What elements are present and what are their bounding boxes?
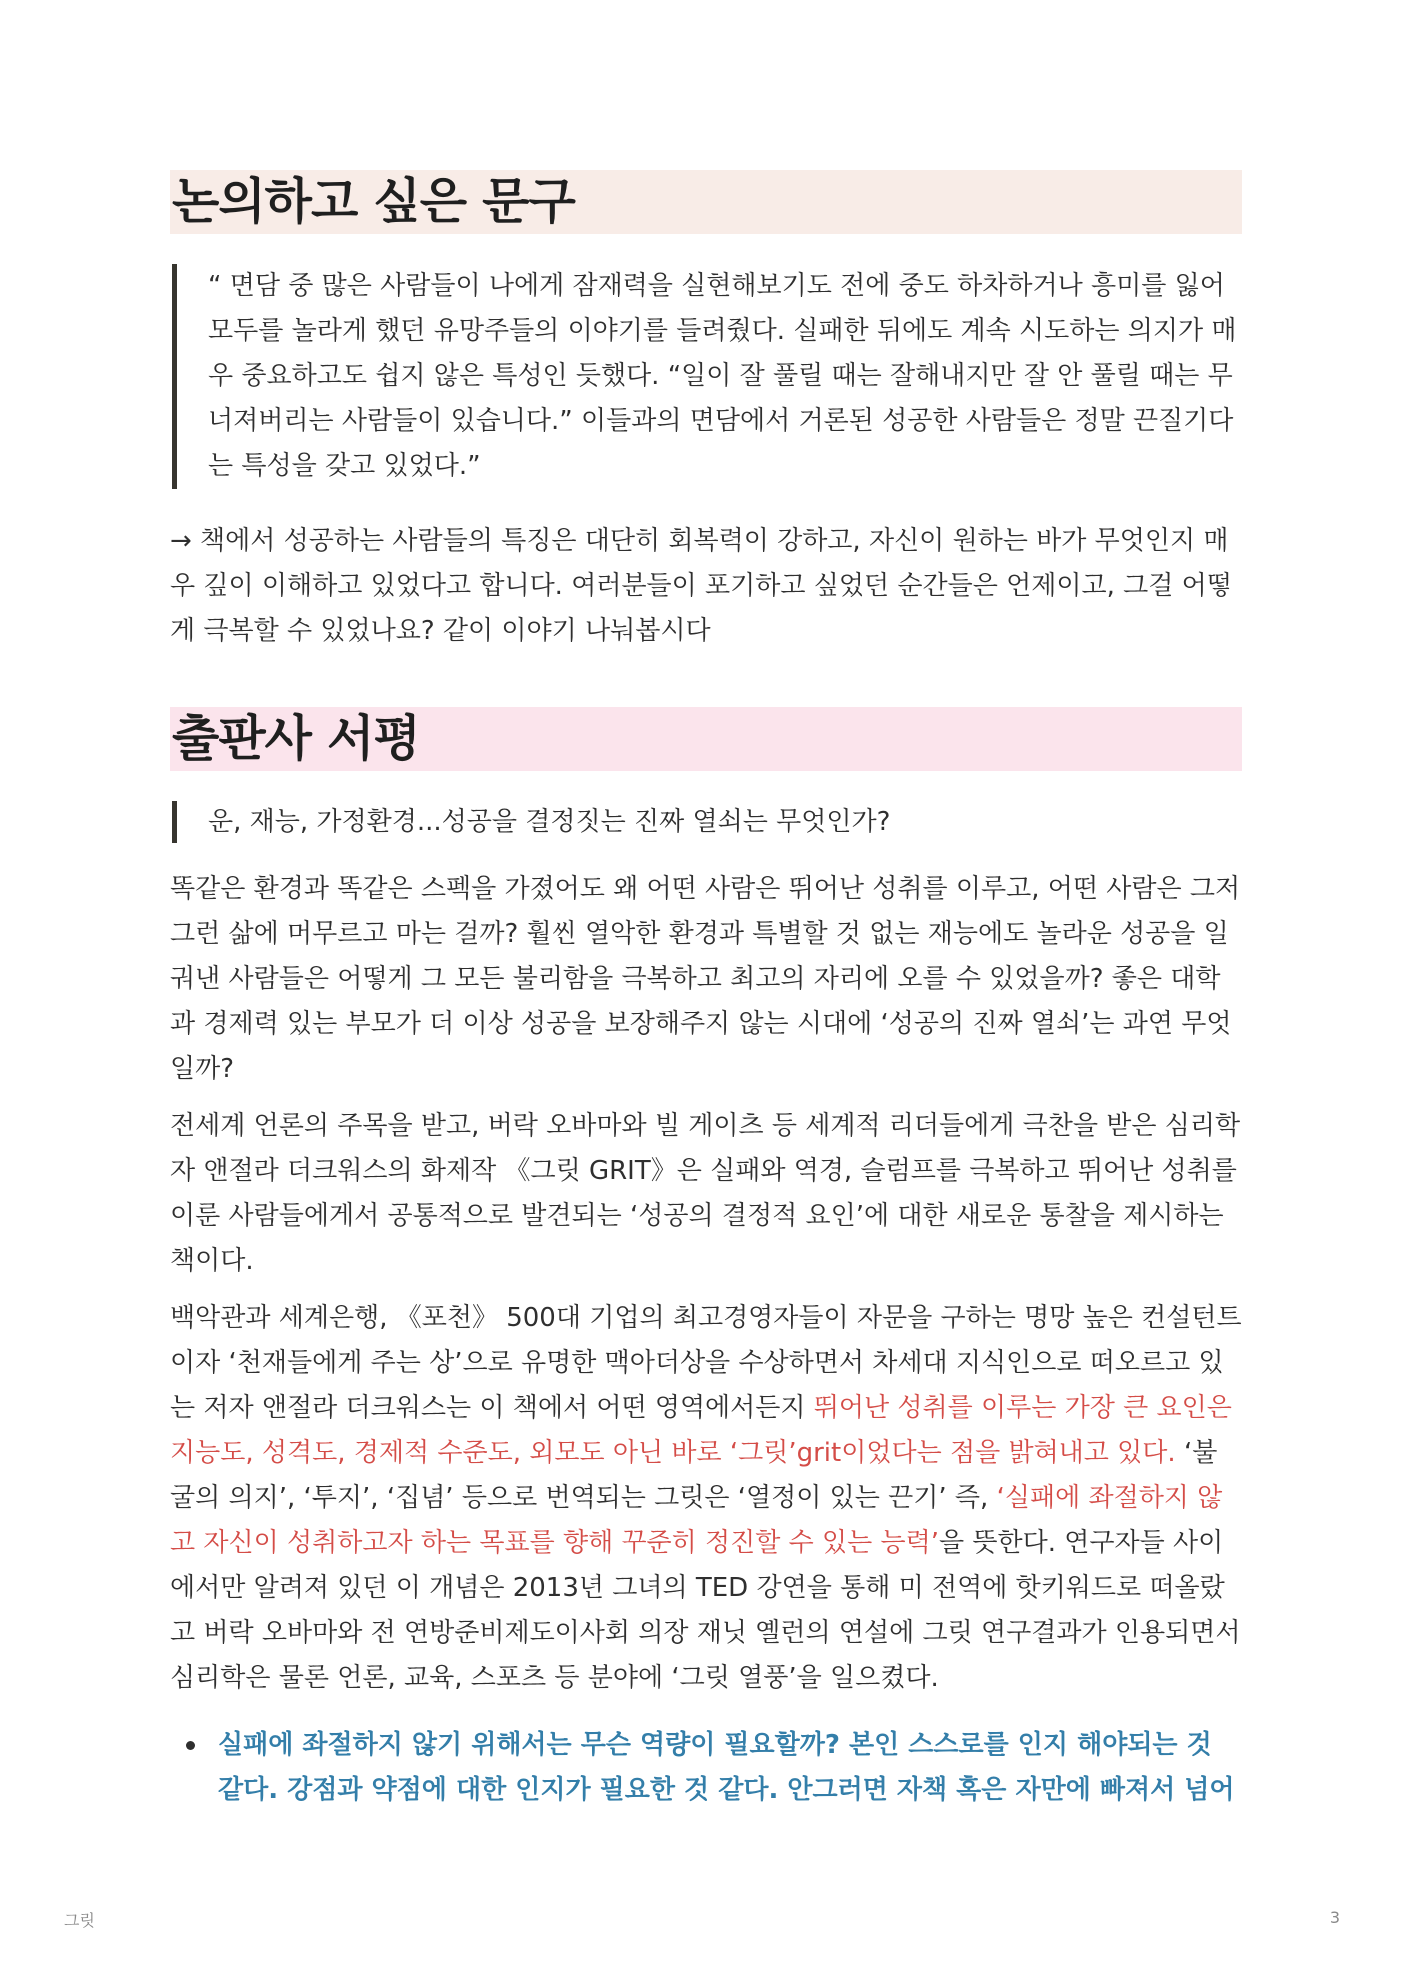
quote-text: “ 면담 중 많은 사람들이 나에게 잠재력을 실현해보기도 전에 중도 하차하거나 흥미를 잃어 모두를 놀라게 했던 유망주들의 이야기를 들려줬다. 실패한 뒤에도 계속 시도하는 의지가 매우 중요하고도 쉽지 않은 특성인 듯했다. “일이 잘 풀릴 때는 잘해내지만 잘 안 풀릴 때는 무너져버리는 사람들이 있습니다.” 이들과의 면담에서 거론된 성공한 사람들은 정말 끈질기다는 특성을 갖고 있었다.” bbox=[208, 271, 1237, 481]
bullet-list bbox=[170, 1723, 1242, 1813]
quote-block bbox=[172, 264, 1242, 489]
review-paragraph: 똑같은 환경과 똑같은 스펙을 가졌어도 왜 어떤 사람은 뛰어난 성취를 이루고, 어떤 사람은 그저 그런 삶에 머무르고 마는 걸까? 훨씬 열악한 환경과 특별할 것 없는 재능에도 놀라운 성공을 일궈낸 사람들은 어떻게 그 모든 불리함을 극복하고 최고의 자리에 오를 수 있었을까? 좋은 대학과 경제력 있는 부모가 더 이상 성공을 보장해주지 않는 시대에 ‘성공의 진짜 열쇠’는 과연 무엇일까? bbox=[170, 874, 1241, 1084]
text-span: 백악관과 세계은행, 《포천》 500대 기업의 최고경영자들이 자문을 구하는 명망 높은 컨설턴트이자 ‘천재들에게 주는 상’으로 유명한 맥아더상을 수상하면서 차세대 지식인으로 떠오르고 있는 저자 앤절라 더크워스는 이 책에서 어떤 영역에서든지 bbox=[170, 1303, 1242, 1423]
text-span: 을 뜻한다. 연구자들 사이에서만 알려져 있던 이 개념은 2013년 그녀의 TED 강연을 통해 미 전역에 핫키워드로 떠올랐고 버락 오바마와 전 연방준비제도이사회 의장 재닛 옐런의 연설에 그릿 연구결과가 인용되면서 심리학은 물론 언론, 교육, 스포츠 등 분야에 ‘그릿 열풍’을 일으켰다. bbox=[170, 1528, 1241, 1693]
highlighted-text-red: ‘실패에 좌절하지 않고 자신이 성취하고자 하는 목표를 향해 꾸준히 정진할 수 있는 능력’ bbox=[170, 1483, 1223, 1558]
quote-block bbox=[172, 801, 1242, 843]
section-heading-publisher-review: 출판사 서평 bbox=[170, 707, 1242, 771]
highlighted-text-red: 뛰어난 성취를 이루는 가장 큰 요인은 지능도, 성격도, 경제적 수준도, 외모도 아닌 바로 ‘그릿’grit이었다는 점을 밝혀내고 있다. bbox=[170, 1393, 1232, 1468]
footer-title: 그릿 bbox=[64, 1911, 95, 1930]
text-span: ‘불굴의 의지’, ‘투지’, ‘집념’ 등으로 번역되는 그릿은 ‘열정이 있는 끈기’ 즉, bbox=[170, 1438, 1218, 1513]
review-paragraph bbox=[170, 1296, 1242, 1701]
section-heading-discussion: 논의하고 싶은 문구 bbox=[170, 170, 1242, 234]
list-item-text: 실패에 좌절하지 않기 위해서는 무슨 역량이 필요할까? 본인 스스로를 인지 해야되는 것 같다. 강점과 약점에 대한 인지가 필요한 것 같다. 안그러면 자책 혹은 자만에 빠져서 넘어 bbox=[218, 1730, 1235, 1805]
page-number: 3 bbox=[1329, 1908, 1340, 1927]
quote-text: 운, 재능, 가정환경...성공을 결정짓는 진짜 열쇠는 무엇인가? bbox=[208, 807, 891, 837]
discussion-paragraph: → 책에서 성공하는 사람들의 특징은 대단히 회복력이 강하고, 자신이 원하는 바가 무엇인지 매우 깊이 이해하고 있었다고 합니다. 여러분들이 포기하고 싶었던 순간들은 언제이고, 그걸 어떻게 극복할 수 있었나요? 같이 이야기 나눠봅시다 bbox=[170, 526, 1232, 646]
bullet-icon bbox=[186, 1741, 195, 1750]
page-content bbox=[170, 170, 1242, 1813]
list-item bbox=[170, 1723, 1242, 1813]
review-paragraph: 전세계 언론의 주목을 받고, 버락 오바마와 빌 게이츠 등 세계적 리더들에게 극찬을 받은 심리학자 앤절라 더크워스의 화제작 《그릿 GRIT》은 실패와 역경, 슬럼프를 극복하고 뛰어난 성취를 이룬 사람들에게서 공통적으로 발견되는 ‘성공의 결정적 요인’에 대한 새로운 통찰을 제시하는 책이다. bbox=[170, 1111, 1241, 1276]
